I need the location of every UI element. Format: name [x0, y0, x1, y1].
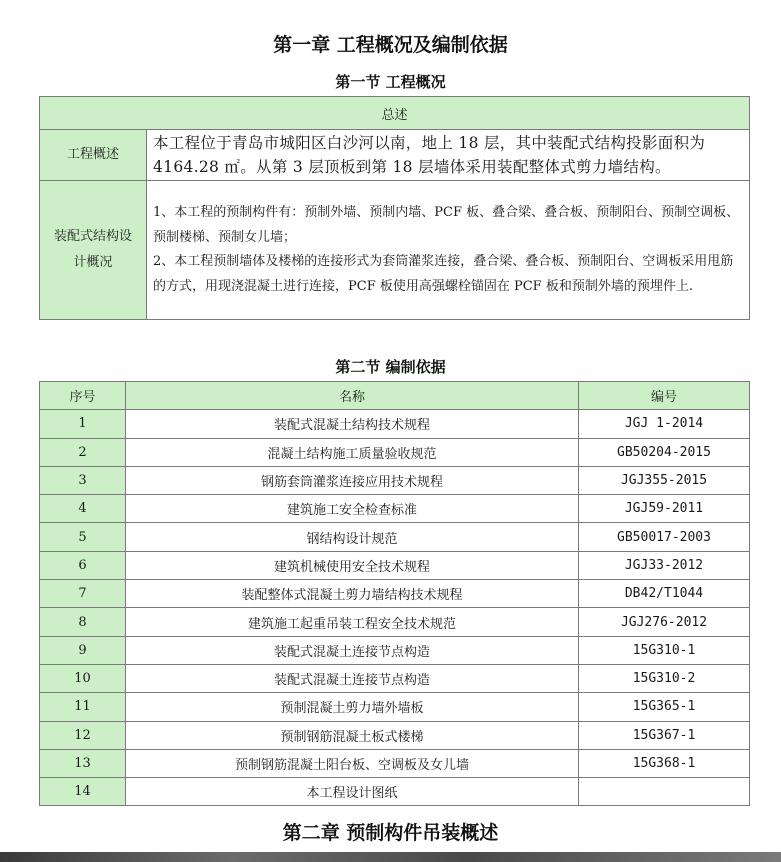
- row-name: 装配式混凝土连接节点构造: [126, 664, 579, 692]
- row-code: 15G365-1: [579, 693, 750, 721]
- row-name: 预制钢筋混凝土阳台板、空调板及女儿墙: [126, 749, 579, 777]
- bottom-decorative-bar: [0, 852, 781, 862]
- overview-row-project: [40, 130, 750, 181]
- row-code: GB50204-2015: [579, 438, 750, 466]
- table-row: [40, 693, 750, 721]
- chapter-2-title: 第二章 预制构件吊装概述: [282, 822, 499, 844]
- table-row: [40, 608, 750, 636]
- row-code: GB50017-2003: [579, 523, 750, 551]
- prefab-design-text: [147, 181, 750, 320]
- table-row: [40, 466, 750, 494]
- overview-row-prefab: [40, 181, 750, 320]
- row-name: 预制钢筋混凝土板式楼梯: [126, 721, 579, 749]
- row-no: 1: [40, 410, 126, 438]
- basis-table: [39, 381, 750, 806]
- row-no: 11: [40, 693, 126, 721]
- section-2-title: 第二节 编制依据: [335, 358, 446, 376]
- row-no: 13: [40, 749, 126, 777]
- row-name: 混凝土结构施工质量验收规范: [126, 438, 579, 466]
- row-name: 装配式混凝土连接节点构造: [126, 636, 579, 664]
- row-name: 建筑施工起重吊装工程安全技术规范: [126, 608, 579, 636]
- row-name: 本工程设计图纸: [126, 778, 579, 806]
- row-code: JGJ355-2015: [579, 466, 750, 494]
- row-code: JGJ33-2012: [579, 551, 750, 579]
- header-no: 序号: [40, 382, 126, 410]
- basis-header-row: [40, 382, 750, 410]
- row-name: 钢筋套筒灌浆连接应用技术规程: [126, 466, 579, 494]
- row-code: JGJ59-2011: [579, 495, 750, 523]
- row-name: 钢结构设计规范: [126, 523, 579, 551]
- table-row: [40, 721, 750, 749]
- row-label-project-overview: 工程概述: [40, 130, 147, 181]
- table-row: [40, 664, 750, 692]
- row-no: 3: [40, 466, 126, 494]
- chapter-1-title: 第一章 工程概况及编制依据: [273, 34, 508, 56]
- row-name: 装配整体式混凝土剪力墙结构技术规程: [126, 580, 579, 608]
- row-code: 15G367-1: [579, 721, 750, 749]
- row-no: 6: [40, 551, 126, 579]
- overview-table: [39, 96, 750, 320]
- row-name: 建筑机械使用安全技术规程: [126, 551, 579, 579]
- table-row: [40, 636, 750, 664]
- table-row: [40, 495, 750, 523]
- row-name: 装配式混凝土结构技术规程: [126, 410, 579, 438]
- table-row: [40, 523, 750, 551]
- row-label-prefab-design: 装配式结构设计概况: [40, 181, 147, 320]
- row-no: 4: [40, 495, 126, 523]
- table-row: [40, 580, 750, 608]
- row-no: 2: [40, 438, 126, 466]
- row-no: 12: [40, 721, 126, 749]
- row-code: [579, 778, 750, 806]
- header-code: 编号: [579, 382, 750, 410]
- row-no: 9: [40, 636, 126, 664]
- row-code: 15G310-2: [579, 664, 750, 692]
- table-row: [40, 749, 750, 777]
- prefab-design-line-2: 2、本工程预制墙体及楼梯的连接形式为套筒灌浆连接，叠合梁、叠合板、预制阳台、空调板采用甩筋的方式，用现浇混凝土进行连接，PCF 板使用高强螺栓锚固在 PCF 板和预制外墙的预埋件上.: [153, 254, 734, 294]
- row-code: JGJ276-2012: [579, 608, 750, 636]
- row-name: 预制混凝土剪力墙外墙板: [126, 693, 579, 721]
- header-name: 名称: [126, 382, 579, 410]
- prefab-design-line-1: 1、本工程的预制构件有：预制外墙、预制内墙、PCF 板、叠合梁、叠合板、预制阳台、预制空调板、预制楼梯、预制女儿墙；: [153, 205, 740, 245]
- table-row: [40, 551, 750, 579]
- row-name: 建筑施工安全检查标准: [126, 495, 579, 523]
- row-code: 15G310-1: [579, 636, 750, 664]
- row-no: 10: [40, 664, 126, 692]
- overview-header: 总述: [40, 97, 750, 130]
- project-overview-text: 本工程位于青岛市城阳区白沙河以南，地上 18 层，其中装配式结构投影面积为 4164.28 ㎡。从第 3 层顶板到第 18 层墙体采用装配整体式剪力墙结构。: [147, 130, 750, 181]
- row-no: 14: [40, 778, 126, 806]
- row-code: JGJ 1-2014: [579, 410, 750, 438]
- row-no: 7: [40, 580, 126, 608]
- table-row: [40, 778, 750, 806]
- row-code: 15G368-1: [579, 749, 750, 777]
- row-no: 8: [40, 608, 126, 636]
- row-no: 5: [40, 523, 126, 551]
- table-row: [40, 438, 750, 466]
- table-row: [40, 410, 750, 438]
- row-code: DB42/T1044: [579, 580, 750, 608]
- section-1-title: 第一节 工程概况: [335, 73, 446, 91]
